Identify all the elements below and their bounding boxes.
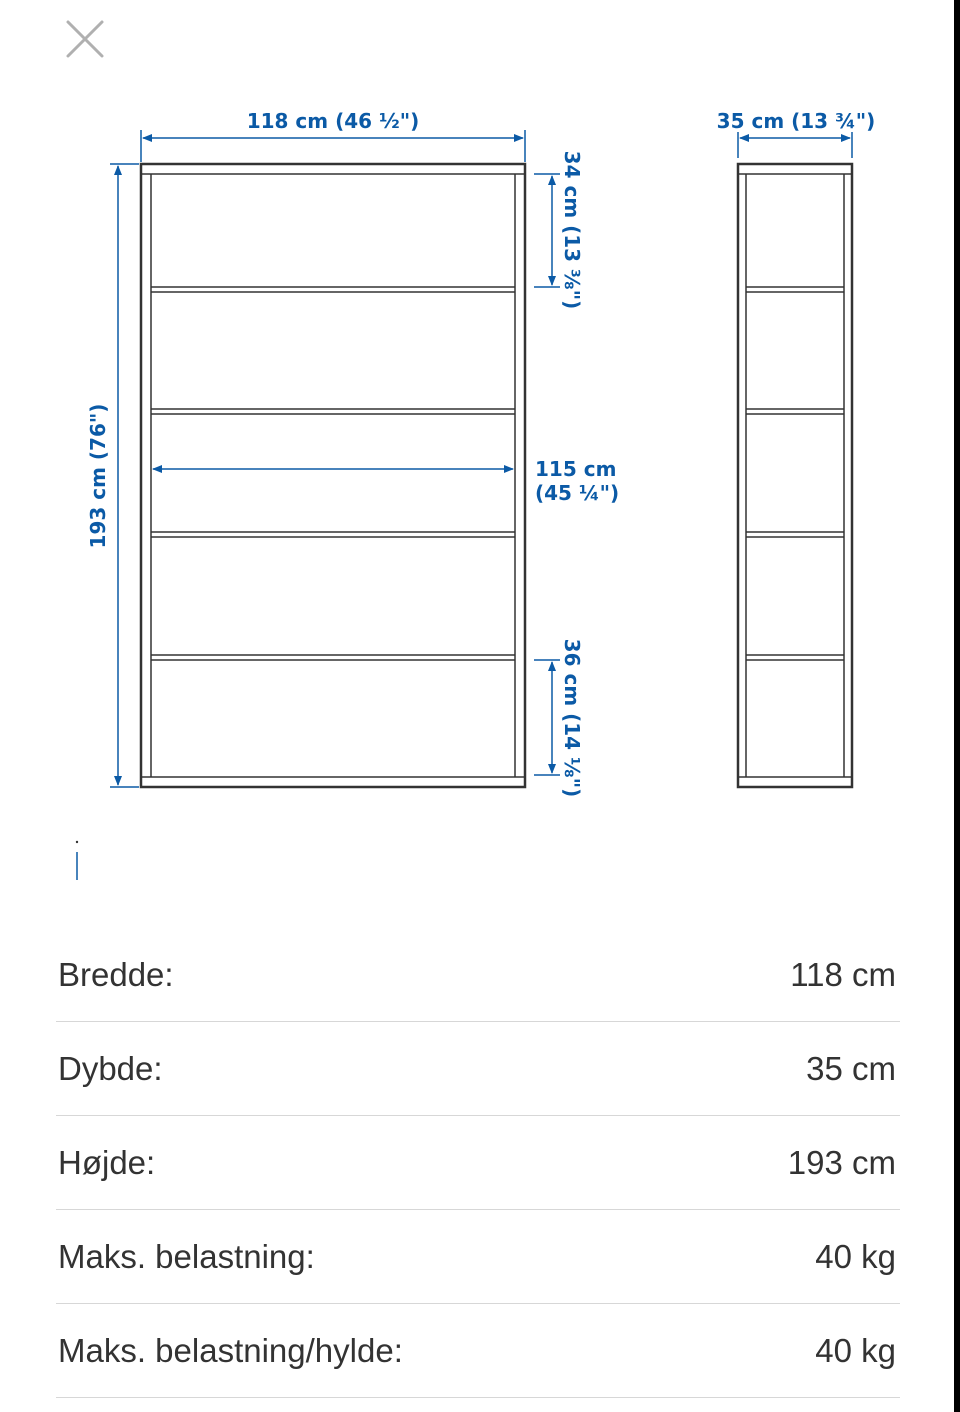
spec-value: 118 cm [790, 955, 896, 993]
spec-label: Bredde: [58, 955, 174, 993]
spec-label: Maks. belastning: [58, 1237, 315, 1275]
width-label: 118 cm (46 ½") [246, 109, 420, 133]
spec-value: 193 cm [787, 1143, 896, 1181]
spec-label: Højde: [58, 1143, 156, 1181]
window-edge [954, 0, 960, 1412]
side-frame [738, 164, 852, 787]
front-frame [141, 164, 525, 787]
close-button[interactable] [62, 16, 108, 62]
front-shelves [151, 287, 515, 660]
spec-row-width [56, 928, 900, 1022]
spec-value: 40 kg [815, 1331, 896, 1369]
spec-label: Maks. belastning/hylde: [58, 1331, 403, 1369]
spec-row-depth [56, 1022, 900, 1116]
specs-table [56, 928, 900, 1398]
front-view [141, 164, 525, 787]
dimension-drawing [0, 90, 954, 890]
spec-row-max-load [56, 1210, 900, 1304]
dot-mark [76, 841, 78, 843]
spec-label: Dybde: [58, 1049, 163, 1087]
close-icon [62, 16, 108, 62]
depth-label: 35 cm (13 ¾") [716, 109, 876, 133]
spec-row-max-load-per-shelf [56, 1304, 900, 1398]
inner-width-label-line1: 115 cm [535, 457, 617, 481]
height-label: 193 cm (76") [86, 403, 110, 549]
top-shelf-spacing-label: 34 cm (13 ⅜") [560, 150, 584, 310]
inner-width-label-line2: (45 ¼") [535, 481, 620, 505]
spec-row-height [56, 1116, 900, 1210]
side-view [738, 164, 852, 787]
dimension-lines [110, 130, 852, 787]
spec-value: 35 cm [806, 1049, 896, 1087]
spec-value: 40 kg [815, 1237, 896, 1275]
bottom-shelf-spacing-label: 36 cm (14 ⅛") [560, 638, 584, 798]
